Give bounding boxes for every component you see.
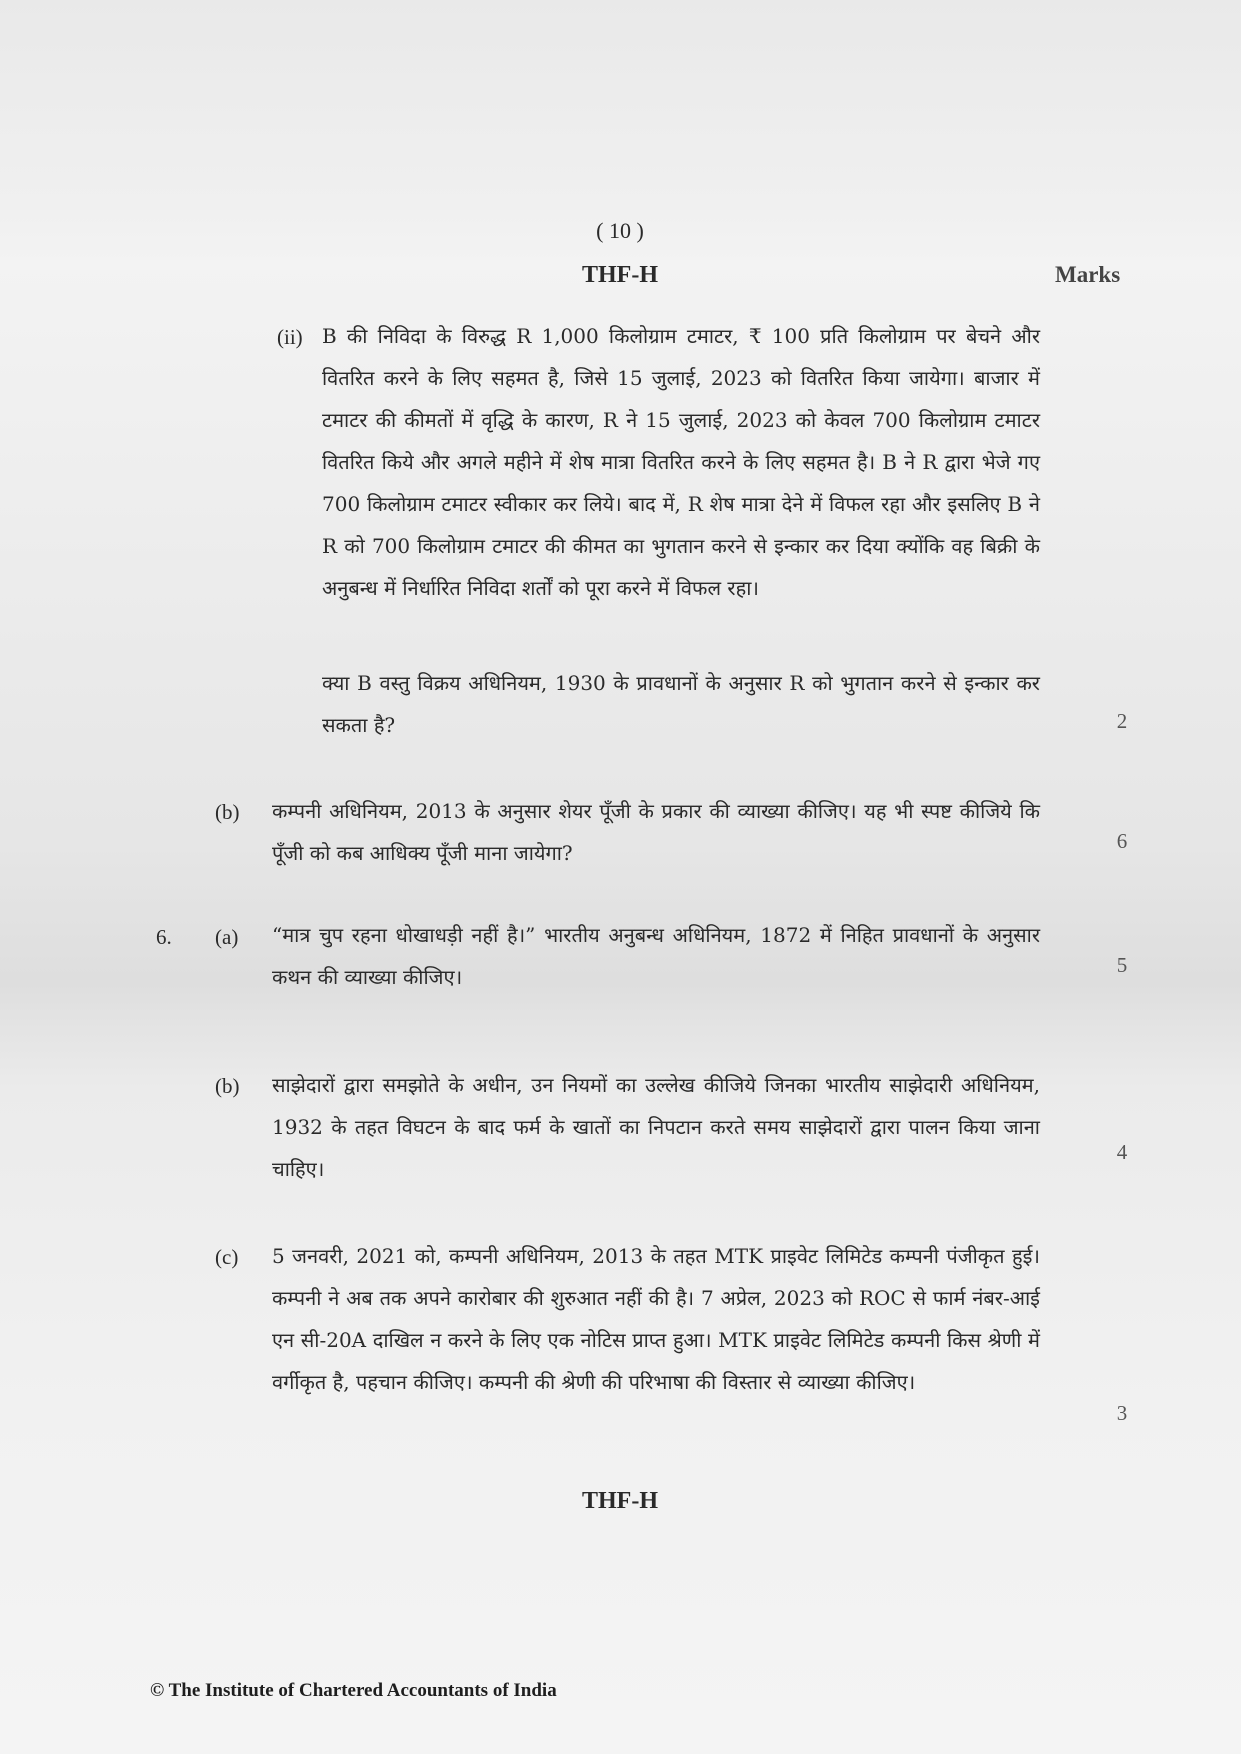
question-number-6: 6. <box>156 925 172 949</box>
paper-code-footer: THF-H <box>582 1488 658 1514</box>
question-6b-text: साझेदारों द्वारा समझोते के अधीन, उन नियमों का उल्लेख कीजिये जिनका भारतीय साझेदारी अधिनियम, 1932 के तहत विघटन के बाद फर्म के खातों का निपटान करते समय साझेदारों द्वारा पालन किया जाना चाहिए। <box>272 1073 1040 1181</box>
marks-column-heading: Marks <box>1055 262 1121 287</box>
question-b-text: कम्पनी अधिनियम, 2013 के अनुसार शेयर पूँजी के प्रकार की व्याख्या कीजिए। यह भी स्पष्ट कीजिये कि पूँजी को कब आधिक्य पूँजी माना जायेगा? <box>272 799 1040 865</box>
marks-6b: 4 <box>1116 1140 1128 1164</box>
paper-code-header: THF-H <box>582 262 658 288</box>
copyright-notice: © The Institute of Chartered Accountants of India <box>150 1680 557 1701</box>
marks-6a: 5 <box>1116 953 1128 977</box>
marks-ii: 2 <box>1116 709 1128 733</box>
question-label-ii: (ii) <box>277 325 303 349</box>
question-ii-query: क्या B वस्तु विक्रय अधिनियम, 1930 के प्रावधानों के अनुसार R को भुगतान करने से इन्कार कर सकता है? <box>322 671 1040 737</box>
question-label-b: (b) <box>215 800 240 824</box>
question-label-6b: (b) <box>215 1074 240 1098</box>
page-number: ( 10 ) <box>596 218 644 243</box>
question-ii-text: B की निविदा के विरुद्ध R 1,000 किलोग्राम टमाटर, ₹ 100 प्रति किलोग्राम पर बेचने और वितरित करने के लिए सहमत है, जिसे 15 जुलाई, 2023 को वितरित किया जायेगा। बाजार में टमाटर की कीमतों में वृद्धि के कारण, R ने 15 जुलाई, 2023 को केवल 700 किलोग्राम टमाटर वितरित किये और अगले महीने में शेष मात्रा वितरित करने के लिए सहमत है। B ने R द्वारा भेजे गए 700 किलोग्राम टमाटर स्वीकार कर लिये। बाद में, R शेष मात्रा देने में विफल रहा और इसलिए B ने R को 700 किलोग्राम टमाटर की कीमत का भुगतान करने से इन्कार कर दिया क्योंकि वह बिक्री के अनुबन्ध में निर्धारित निविदा शर्तों को पूरा करने में विफल रहा। <box>322 324 1040 600</box>
question-label-6c: (c) <box>215 1245 239 1269</box>
question-6a-text: “मात्र चुप रहना धोखाधड़ी नहीं है।” भारतीय अनुबन्ध अधिनियम, 1872 में निहित प्रावधानों के अनुसार कथन की व्याख्या कीजिए। <box>272 923 1040 989</box>
question-6c-text: 5 जनवरी, 2021 को, कम्पनी अधिनियम, 2013 के तहत MTK प्राइवेट लिमिटेड कम्पनी पंजीकृत हुई। कम्पनी ने अब तक अपने कारोबार की शुरुआत नहीं की है। 7 अप्रेल, 2023 को ROC से फार्म नंबर-आई एन सी-20A दाखिल न करने के लिए एक नोटिस प्राप्त हुआ। MTK प्राइवेट लिमिटेड कम्पनी किस श्रेणी में वर्गीकृत है, पहचान कीजिए। कम्पनी की श्रेणी की परिभाषा की विस्तार से व्याख्या कीजिए। <box>272 1244 1040 1394</box>
marks-b: 6 <box>1116 829 1128 853</box>
marks-6c: 3 <box>1116 1401 1128 1425</box>
question-label-6a: (a) <box>215 925 239 949</box>
